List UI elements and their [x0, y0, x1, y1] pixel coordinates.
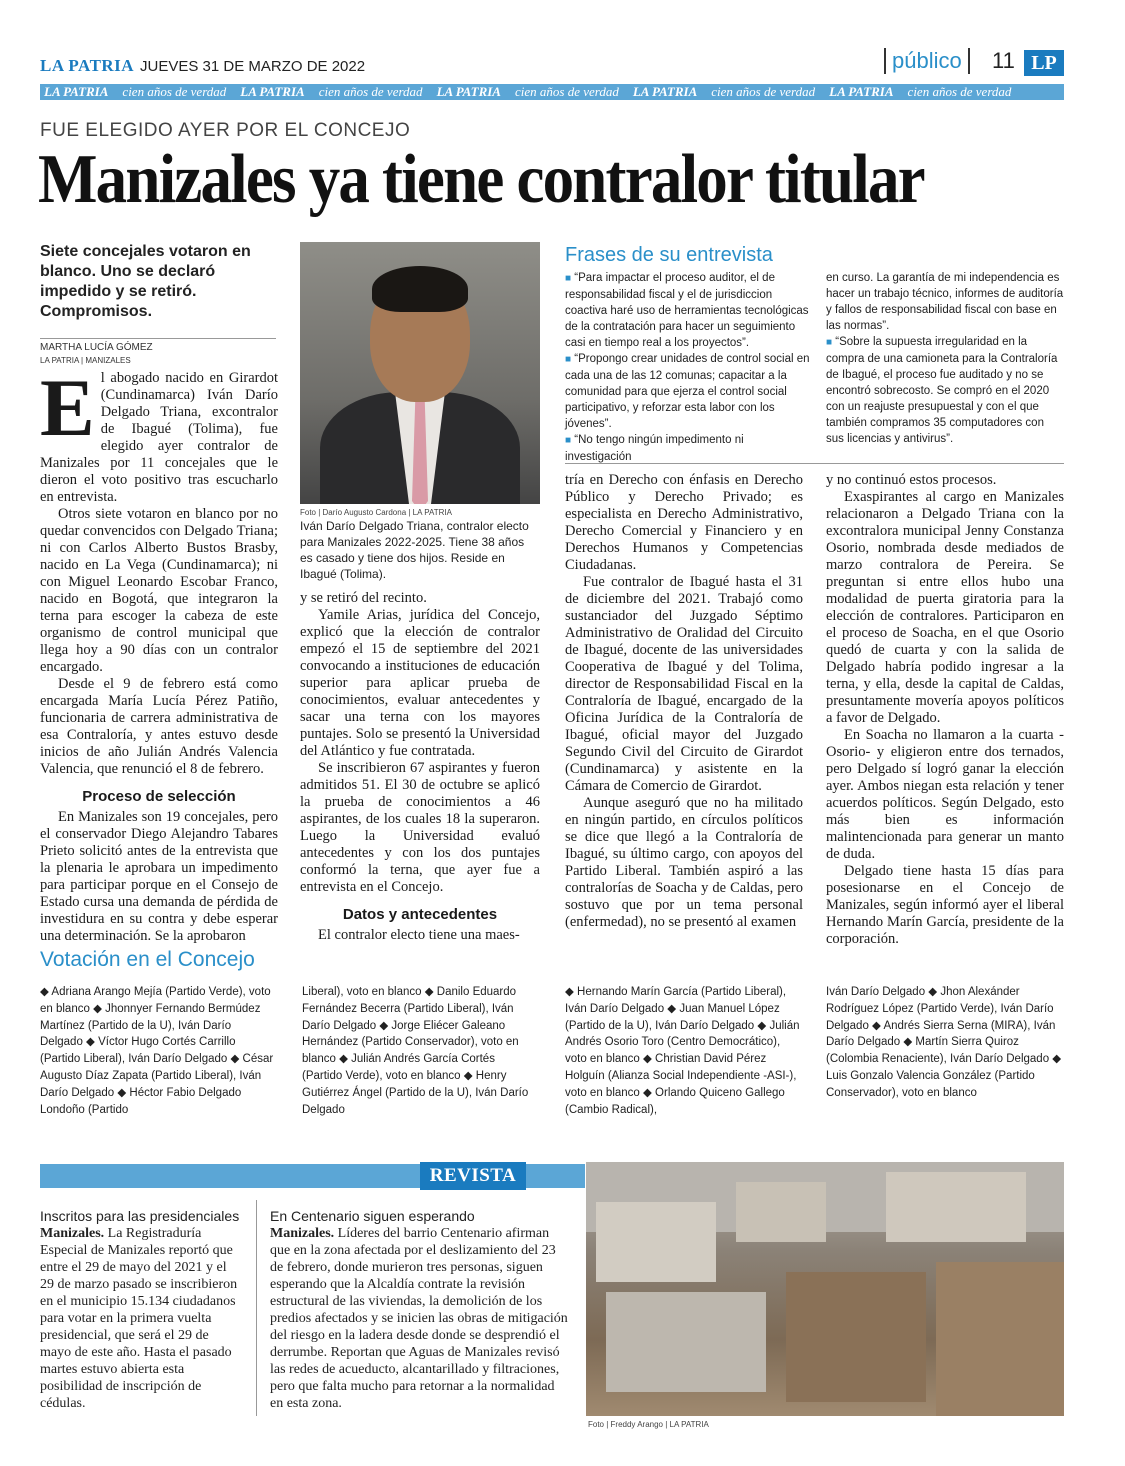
votes-column-4: Iván Darío Delgado ◆ Jhon Alexánder Rodríguez López (Partido Verde), Iván Darío Delgado ◆ Andrés Sierra Serna (MIRA), Iván Darío Delgado ◆ Martín Sierra Quiroz (Colombia Renaciente), Iván Darío Delgado ◆ Luis Gonzalo Valencia González (Partido Conservador), voto en blanco [826, 986, 1062, 1099]
revista-item-1 [40, 1208, 240, 1412]
paragraph: Delgado tiene hasta 15 días para posesionarse en el Concejo de Manizales, según informó ayer el liberal Hernando Marín García, presidente de la corporación. [826, 863, 1064, 947]
band-slogan: cien años de verdad [514, 84, 619, 99]
quotes-divider [565, 463, 1064, 464]
quotes-column-1 [565, 270, 811, 465]
bullet-icon: ■ [565, 354, 572, 365]
section-name: público [884, 48, 970, 74]
paragraph: Otros siete votaron en blanco por no quedar convencidos con Delgado Triana; ni con Carlos Alberto Bustos Brasby, nacido en La Vega (Cundinamarca); ni con Miguel Leonardo Escobar Franco, nacido en Bogotá, que integraron la terna para escoger la cabeza de este organismo de control municipal que llega hoy a 90 días con un contralor encargado. [40, 506, 278, 675]
paragraph: Desde el 9 de febrero está como encargada María Lucía Pérez Patiño, funcionaria de carrera administrativa de esa Contraloría, y antes estuvo desde inicios de año Julián Andrés Valencia Valencia, que renunció el 8 de febrero. [40, 676, 278, 777]
quotes-title: Frases de su entrevista [565, 244, 773, 266]
centenario-photo [586, 1162, 1064, 1416]
quotes-column-2 [826, 270, 1064, 447]
article-kicker: FUE ELEGIDO AYER POR EL CONCEJO [40, 120, 411, 141]
author-name: MARTHA LUCÍA GÓMEZ [40, 338, 276, 353]
band-slogan: cien años de verdad [318, 84, 423, 99]
article-column-4 [826, 472, 1064, 948]
band-brand: LA PATRIA [829, 84, 894, 99]
band-brand: LA PATRIA [240, 84, 305, 99]
dateline: Manizales. [40, 1226, 105, 1241]
quote: “Para impactar el proceso auditor, el de responsabilidad fiscal y el de jurisdiccion coactiva haré uso de herramientas tecnológicas de la contratación para hacer un seguimiento casi en tiempo real a los proyectos”. [565, 272, 809, 349]
quote: “Sobre la supuesta irregularidad en la compra de una camioneta para la Contraloría de Ibagué, el proceso fue auditado y no se encontró sobrecosto. Se compró en el 2020 con un reajuste presupuestal y con el que también compramos 35 computadores con sus licencias y antivirus”. [826, 336, 1058, 445]
article-lede: Siete concejales votaron en blanco. Uno se declaró impedido y se retiró. Compromisos. [40, 243, 251, 320]
votes-column-1: ◆ Adriana Arango Mejía (Partido Verde), voto en blanco ◆ Jhonnyer Fernando Bermúdez Martínez (Partido de la U), Iván Darío Delgado ◆ Víctor Hugo Cortés Carrillo (Partido Liberal), Iván Darío Delgado ◆ César Augusto Díaz Zapata (Partido Liberal), Iván Darío Delgado ◆ Héctor Fabio Delgado Londoño (Partido [40, 986, 274, 1116]
band-slogan: cien años de verdad [711, 84, 816, 99]
paragraph: y se retiró del recinto. [300, 590, 427, 606]
subhead-datos: Datos y antecedentes [342, 906, 498, 923]
dateline: Manizales. [270, 1226, 335, 1241]
article-column-3 [565, 472, 803, 931]
article-column-1 [40, 362, 278, 945]
paragraph: y no continuó estos procesos. [826, 472, 997, 488]
revista-item-text: Líderes del barrio Centenario afirman que en la zona afectada por el deslizamiento del 23 de febrero, donde murieron tres personas, siguen esperando que la Alcaldía contrate la revisión estructural de las viviendas, la demolición de los predios afectados y se inicien las obras de mitigación del riesgo en la ladera desde donde se desprendió el derrumbe. Reportan que Aguas de Manizales revisó las redes de acueducto, alcantarillado y filtraciones, pero que falta mucho para retornar a la normalidad en esta zona. [270, 1226, 568, 1411]
slogan-band [40, 84, 1064, 100]
article-headline: Manizales ya tiene contralor titular [38, 141, 924, 218]
paragraph: Exaspirantes al cargo en Manizales relacionaron a Delgado Triana con la excontralora municipal Jenny Constanza Osorio, nombrada desde mediados de marzo contralora de Pereira. Se preguntan si entre ellos hubo una modalidad de puerta giratoria para la elección de contralores. Participaron en el proceso de Soacha, en el que Osorio quedó de cuarta y con la salida de Delgado habría podido ingresar a la terna, y ella, desde la capital de Caldas, presuntamente movería apoyos políticos a favor de Delgado. [826, 489, 1064, 726]
paragraph: Se inscribieron 67 aspirantes y fueron admitidos 51. El 30 de octubre se aplicó la prueba de conocimientos a 46 aspirantes, de los cuales 18 la superaron. Luego la Universidad evaluó antecedentes y con los dos puntajes conformó la terna, que ayer fue a entrevista en el Concejo. [300, 760, 540, 895]
votes-column-3: ◆ Hernando Marín García (Partido Liberal), Iván Darío Delgado ◆ Juan Manuel López (Partido de la U), Iván Darío Delgado ◆ Julián Andrés Osorio Toro (Centro Democrático), voto en blanco ◆ Christian David Pérez Holguín (Alianza Social Independiente -ASI-), voto en blanco ◆ Orlando Quiceno Gallego (Cambio Radical), [565, 986, 800, 1116]
band-brand: LA PATRIA [44, 84, 109, 99]
quote: “Propongo crear unidades de control social en cada una de las 12 comunas; capacitar a la comunidad para que ejerza el control social participativo, y reforzar esta labor con los jóvenes”. [565, 353, 810, 430]
bullet-icon: ■ [565, 273, 572, 284]
issue-date: JUEVES 31 DE MARZO DE 2022 [140, 58, 366, 75]
page-number: 11 [992, 48, 1015, 73]
votes-title: Votación en el Concejo [40, 948, 255, 971]
bullet-icon: ■ [826, 337, 833, 348]
subhead-proceso: Proceso de selección [82, 788, 236, 805]
paragraph: l abogado nacido en Girardot (Cundinamarca) Iván Darío Delgado Triana, excontralor de Ibagué (Tolima), fue elegido ayer contralor de Manizales por 11 concejales que le dieron el voto positivo tras escucharlo en entrevista. [40, 370, 278, 505]
paragraph: El contralor electo tiene una maes- [318, 927, 520, 943]
revista-label: REVISTA [420, 1162, 526, 1190]
paragraph: tría en Derecho con énfasis en Derecho Público y Derecho Privado; es especialista en Derecho Administrativo, Derecho Comercial y Financiero y en Derechos Humanos y Competencias Ciudadanas. [565, 472, 803, 573]
paragraph: Fue contralor de Ibagué hasta el 31 de diciembre del 2021. Trabajó como sustanciador del Juzgado Séptimo Administrativo de Oralidad del Circuito de Ibagué, docente de las universidades Cooperativa de Ibagué y del Tolima, director de Responsabilidad Fiscal en la Contraloría de Ibagué, encargado de la Oficina Jurídica de la Contraloría de Ibagué, oficial mayor del Juzgado Segundo Civil del Circuito de Girardot (Cundinamarca) y asistente en la Cámara de Comercio de Girardot. [565, 574, 803, 794]
photo-caption: Iván Darío Delgado Triana, contralor electo para Manizales 2022-2025. Tiene 38 años es casado y tiene dos hijos. Reside en Ibagué (Tolima). [300, 519, 529, 581]
paragraph: En Soacha no llamaron a la cuarta -Osorio- y eligieron entre dos ternados, pero Delgado sí logró ganar la elección ayer. Ambos niegan esta relación y tener acuerdos políticos. Según Delgado, esto más bien es información malintencionada para generar un manto de duda. [826, 727, 1064, 862]
article-column-2 [300, 590, 540, 944]
paragraph: Yamile Arias, jurídica del Concejo, explicó que la elección de contralor empezó el 15 de septiembre del 2021 convocando a instituciones de educación superior para aplicar prueba de conocimientos, evaluar antecedentes y sacar una terna con los mayores puntajes. Solo se presentó la Universidad del Atlántico y fue contratada. [300, 607, 540, 759]
band-slogan: cien años de verdad [907, 84, 1012, 99]
paragraph: En Manizales son 19 concejales, pero el conservador Diego Alejandro Tabares Prieto solicitó antes de la entrevista que la plenaria le aprobara un impedimento para participar porque en el Consejo de Estado cursa una demanda de pérdida de investidura en su contra y debe esperar una determinación. Se la aprobaron [40, 809, 278, 944]
band-slogan: cien años de verdad [122, 84, 227, 99]
photo-credit: Foto | Freddy Arango | LA PATRIA [588, 1420, 709, 1429]
paragraph: Aunque aseguró que no ha militado en ningún partido, en círculos políticos se dice que llegó a la Contraloría de Ibagué, su último cargo, con apoyos del Partido Liberal. También aspiró a las contralorías de Soacha y de Caldas, pero sostuvo que por un tema personal (enfermedad), no se presentó al examen [565, 795, 803, 930]
revista-divider [256, 1200, 257, 1416]
quote: “No tengo ningún impedimento ni investigación [565, 434, 744, 463]
revista-item-text: La Registraduría Especial de Manizales reportó que entre el 29 de mayo del 2021 y el 29 de marzo pasado se inscribieron en el municipio 15.134 ciudadanos para votar en la primera vuelta presidencial, que será el 29 de mayo de este año. Hasta el pasado martes estuvo abierta esta posibilidad de inscripción de cédulas. [40, 1226, 238, 1411]
revista-item-2 [270, 1208, 570, 1412]
quote: en curso. La garantía de mi independencia es hacer un trabajo técnico, informes de auditoría y fallos de responsabilidad fiscal con base en las normas”. [826, 272, 1064, 332]
revista-item-title: En Centenario siguen esperando [270, 1208, 475, 1224]
drop-cap: E [40, 362, 95, 453]
votes-column-2: Liberal), voto en blanco ◆ Danilo Eduardo Fernández Becerra (Partido Liberal), Iván Darío Delgado ◆ Jorge Eliécer Galeano Hernández (Partido Conservador), voto en blanco ◆ Julián Andrés García Cortés (Partido Verde), voto en blanco ◆ Henry Gutiérrez Ángel (Partido de la U), Iván Darío Delgado [302, 986, 529, 1116]
author-desk: LA PATRIA | MANIZALES [40, 356, 131, 365]
band-brand: LA PATRIA [436, 84, 501, 99]
band-brand: LA PATRIA [632, 84, 698, 99]
bullet-icon: ■ [565, 435, 572, 446]
revista-item-title: Inscritos para las presidenciales [40, 1208, 240, 1224]
contralor-photo [300, 242, 540, 504]
lp-logo: LP [1024, 50, 1064, 76]
photo-credit: Foto | Darío Augusto Cardona | LA PATRIA [300, 508, 452, 517]
masthead-brand: LA PATRIA [40, 56, 135, 75]
